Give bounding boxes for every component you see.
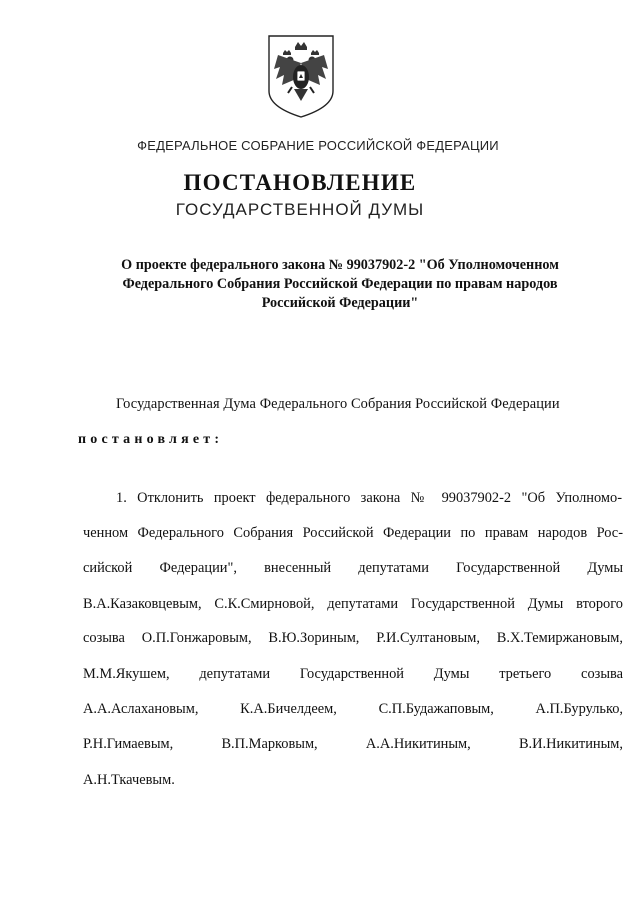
preamble: Государственная Дума Федерального Собрания Российской Федерации xyxy=(116,396,560,412)
clause-line: ченном Федерального Собрания Российской Федерации по правам народов Рос- xyxy=(83,525,623,541)
coat-of-arms-emblem xyxy=(266,33,336,119)
clause-line: сийской Федерации", внесенный депутатами Государственной Думы xyxy=(83,560,623,576)
subject-line: Федерального Собрания Российской Федерации по правам народов xyxy=(122,276,558,292)
subject-line: Российской Федерации" xyxy=(261,295,419,311)
document-subject xyxy=(90,256,590,313)
decides-keyword: постановляет: xyxy=(78,432,224,447)
clause-line: Р.Н.Гимаевым, В.П.Марковым, А.А.Никитиным, В.И.Никитиным, xyxy=(83,736,623,752)
assembly-heading: ФЕДЕРАЛЬНОЕ СОБРАНИЕ РОССИЙСКОЙ ФЕДЕРАЦИИ xyxy=(137,138,499,153)
issuing-body: ГОСУДАРСТВЕННОЙ ДУМЫ xyxy=(175,200,425,219)
clause-line: М.М.Якушем, депутатами Государственной Думы третьего созыва xyxy=(83,666,623,682)
clause-line: 1. Отклонить проект федерального закона № 99037902-2 "Об Уполномо- xyxy=(116,490,622,506)
clause-line: А.А.Аслахановым, К.А.Бичелдеем, С.П.Будажаповым, А.П.Бурулько, xyxy=(83,701,623,717)
clause-line: созыва О.П.Гонжаровым, В.Ю.Зориным, Р.И.Султановым, В.Х.Темиржановым, xyxy=(83,630,623,646)
clause-line: А.Н.Ткачевым. xyxy=(83,772,175,788)
document-type: ПОСТАНОВЛЕНИЕ xyxy=(183,170,417,195)
subject-line: О проекте федерального закона № 99037902-2 "Об Уполномоченном xyxy=(121,257,559,273)
clause-line: В.А.Казаковцевым, С.К.Смирновой, депутатами Государственной Думы второго xyxy=(83,596,623,612)
